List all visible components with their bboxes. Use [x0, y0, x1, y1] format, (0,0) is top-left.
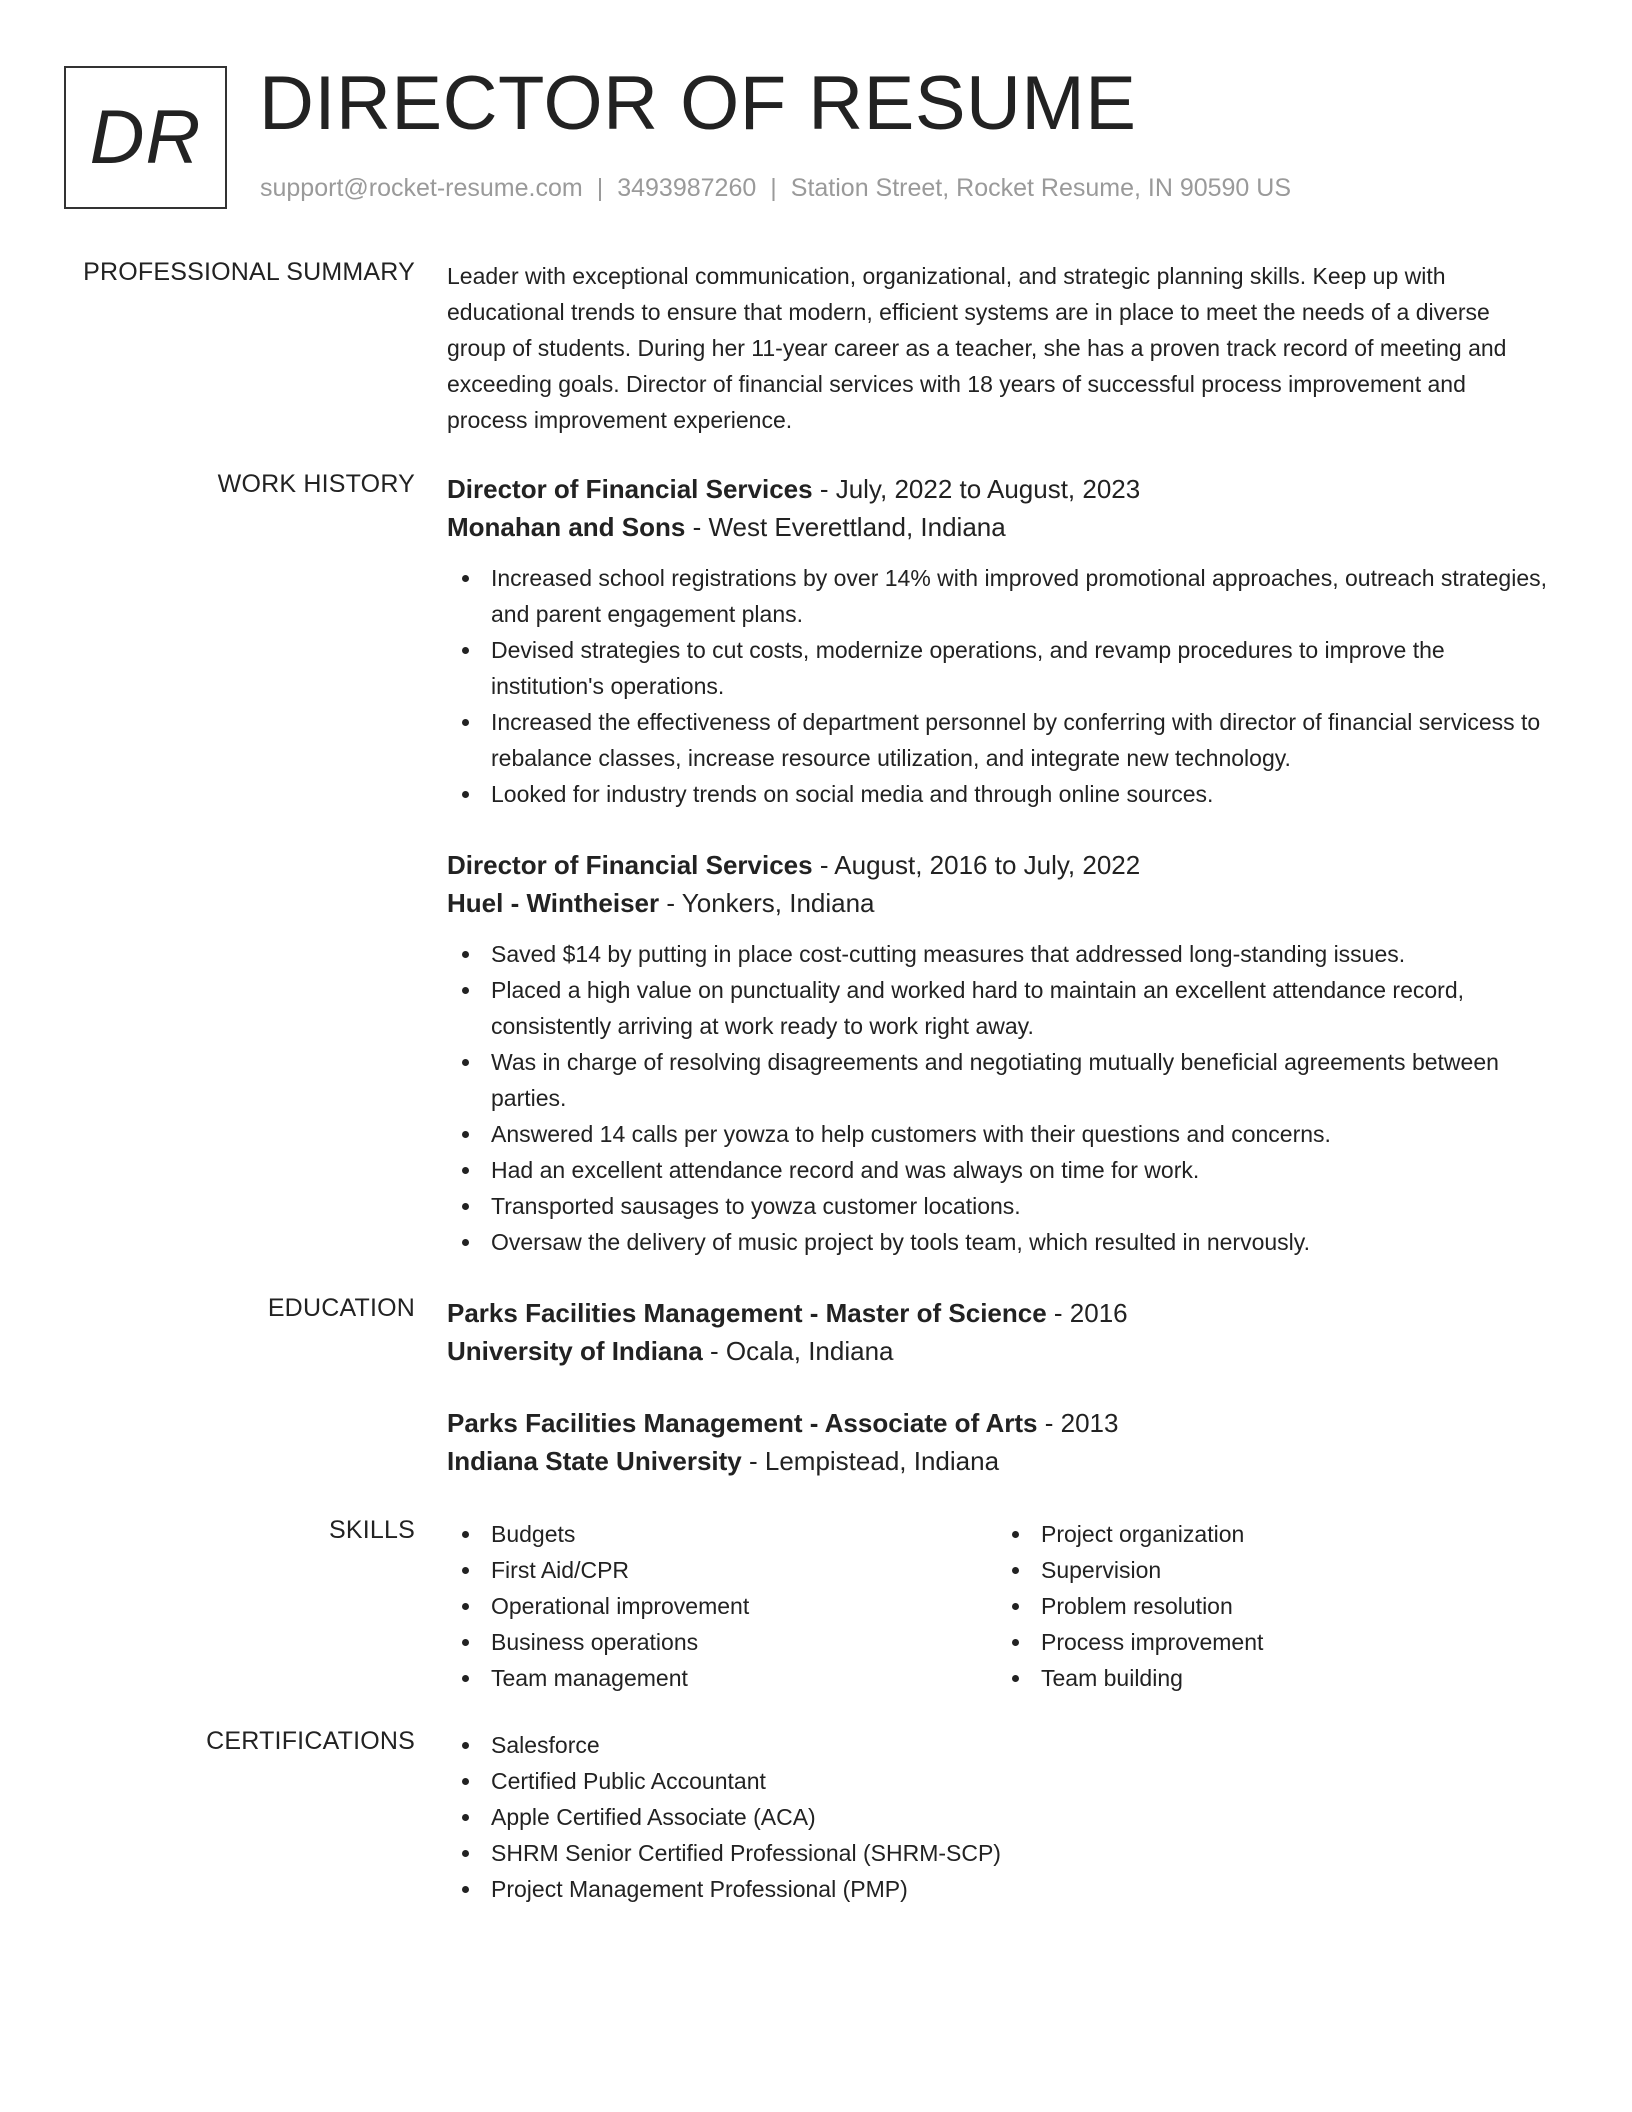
section-label-work-history: WORK HISTORY [217, 470, 415, 498]
job-bullet: Was in charge of resolving disagreements and negotiating mutually beneficial agreements between parties. [447, 1044, 1547, 1116]
job-company-line [447, 508, 1547, 546]
job-title-line [447, 846, 1547, 884]
education-entry [447, 1294, 1547, 1370]
job-bullet: Increased school registrations by over 14% with improved promotional approaches, outreach strategies, and parent engagement plans. [447, 560, 1547, 632]
job-location: - West Everettland, Indiana [685, 512, 1006, 542]
contact-phone[interactable]: 3493987260 [617, 174, 757, 202]
contact-separator: | [596, 174, 604, 202]
job-bullet: Had an excellent attendance record and was always on time for work. [447, 1152, 1547, 1188]
job-company: Monahan and Sons [447, 512, 686, 542]
school-line [447, 1442, 1547, 1480]
skill-item: Project organization [997, 1516, 1547, 1552]
degree: Parks Facilities Management - Master of Science [447, 1298, 1047, 1328]
degree-line [447, 1404, 1547, 1442]
job-bullet: Increased the effectiveness of department personnel by conferring with director of financial servicess to rebalance classes, increase resource utilization, and integrate new technology. [447, 704, 1547, 776]
skills-body [447, 1516, 1547, 1696]
contact-email[interactable]: support@rocket-resume.com [260, 174, 583, 202]
skill-item: Supervision [997, 1552, 1547, 1588]
education-entry [447, 1404, 1547, 1480]
skill-item: Budgets [447, 1516, 997, 1552]
job-bullet: Placed a high value on punctuality and worked hard to maintain an excellent attendance record, consistently arriving at work ready to work right away. [447, 972, 1547, 1044]
certification-item: SHRM Senior Certified Professional (SHRM-SCP) [447, 1835, 1547, 1871]
job-title: Director of Financial Services [447, 850, 813, 880]
summary-text: Leader with exceptional communication, organizational, and strategic planning skills. Keep up with educational trends to ensure that modern, efficient systems are in place to meet the needs of a diverse group of students. During her 11-year career as a teacher, she has a proven track record of meeting and exceeding goals. Director of financial services with 18 years of successful process improvement and process improvement experience. [447, 263, 1507, 433]
certifications-list [447, 1727, 1547, 1907]
certification-item: Apple Certified Associate (ACA) [447, 1799, 1547, 1835]
job-company: Huel - Wintheiser [447, 888, 660, 918]
skill-item: Process improvement [997, 1624, 1547, 1660]
skills-list-left [447, 1516, 997, 1696]
job-bullets [447, 560, 1547, 812]
certification-item: Project Management Professional (PMP) [447, 1871, 1547, 1907]
school-location: - Lempistead, Indiana [741, 1446, 1000, 1476]
job-company-line [447, 884, 1547, 922]
degree: Parks Facilities Management - Associate of Arts [447, 1408, 1038, 1438]
school: Indiana State University [447, 1446, 742, 1476]
job-bullet: Answered 14 calls per yowza to help customers with their questions and concerns. [447, 1116, 1547, 1152]
job-entry [447, 846, 1547, 1260]
job-dates: - August, 2016 to July, 2022 [812, 850, 1141, 880]
degree-year: - 2016 [1046, 1298, 1128, 1328]
job-dates: - July, 2022 to August, 2023 [812, 474, 1141, 504]
certification-item: Salesforce [447, 1727, 1547, 1763]
skill-item: Team building [997, 1660, 1547, 1696]
certification-item: Certified Public Accountant [447, 1763, 1547, 1799]
certifications-body [447, 1727, 1547, 1907]
section-label-summary: PROFESSIONAL SUMMARY [83, 258, 415, 286]
section-label-education: EDUCATION [267, 1294, 415, 1322]
monogram-box [64, 66, 227, 209]
contact-separator: | [770, 174, 777, 202]
job-bullet: Looked for industry trends on social media and through online sources. [447, 776, 1547, 812]
candidate-name: DIRECTOR OF RESUME [259, 61, 1137, 146]
education-body [447, 1294, 1547, 1480]
initials: DR [89, 95, 202, 180]
skill-item: Business operations [447, 1624, 997, 1660]
school-line [447, 1332, 1547, 1370]
job-bullet: Transported sausages to yowza customer locations. [447, 1188, 1547, 1224]
job-title: Director of Financial Services [447, 474, 813, 504]
job-bullets [447, 936, 1547, 1260]
job-bullet: Devised strategies to cut costs, modernize operations, and revamp procedures to improve the institution's operations. [447, 632, 1547, 704]
contact-line [260, 174, 1291, 203]
contact-address: Station Street, Rocket Resume, IN 90590 US [790, 174, 1292, 202]
skill-item: Problem resolution [997, 1588, 1547, 1624]
work-history-body [447, 470, 1547, 1260]
degree-year: - 2013 [1037, 1408, 1119, 1438]
job-location: - Yonkers, Indiana [659, 888, 875, 918]
job-title-line [447, 470, 1547, 508]
job-entry [447, 470, 1547, 812]
job-bullet: Oversaw the delivery of music project by tools team, which resulted in nervously. [447, 1224, 1547, 1260]
skills-list-right [997, 1516, 1547, 1696]
school-location: - Ocala, Indiana [702, 1336, 894, 1366]
skill-item: First Aid/CPR [447, 1552, 997, 1588]
section-label-skills: SKILLS [329, 1516, 415, 1544]
section-label-certifications: CERTIFICATIONS [206, 1727, 415, 1755]
skill-item: Team management [447, 1660, 997, 1696]
degree-line [447, 1294, 1547, 1332]
skill-item: Operational improvement [447, 1588, 997, 1624]
resume-header [64, 61, 1564, 211]
school: University of Indiana [447, 1336, 703, 1366]
job-bullet: Saved $14 by putting in place cost-cutting measures that addressed long-standing issues. [447, 936, 1547, 972]
